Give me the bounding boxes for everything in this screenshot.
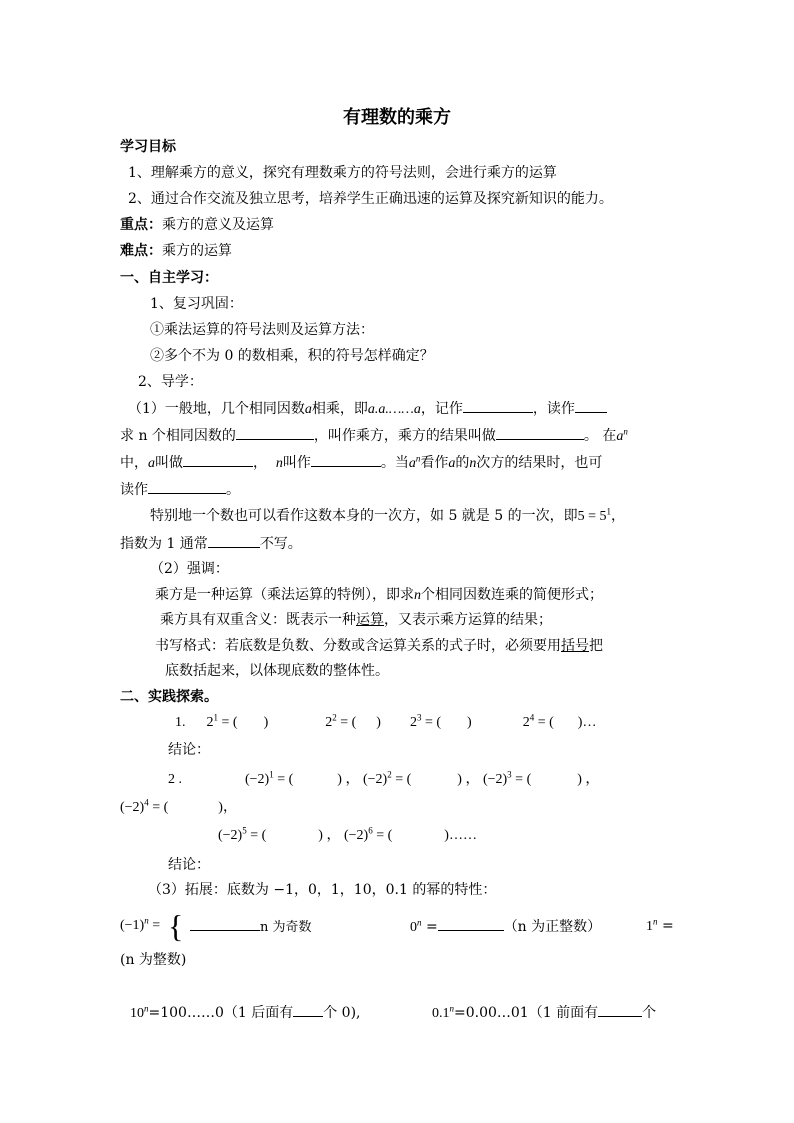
emphasis-4: 底数括起来，以体现底数的整体性。 [165,663,389,679]
symbol-n: n [623,426,628,437]
text-segment: 的 [455,455,470,471]
base: 2 [325,715,333,730]
symbol-a: a [148,456,155,471]
extension-heading: （3）拓展：底数为 −1，0，1，10，0.1 的幂的特性： [148,882,497,898]
equation-open: = ( [537,715,554,730]
superscript: 4 [529,712,535,723]
emphasis-3 [155,636,603,656]
text-segment: 书写格式：若底数是负数、分数或含运算关系的式子时，必须要用 [155,638,561,654]
key-point [120,215,274,235]
fill-blank[interactable] [438,916,504,931]
underlined-term: 括号 [561,638,589,654]
comma: ， [345,772,360,787]
base: (−2) [120,800,145,815]
text-segment: 指数为 1 通常 [120,536,208,552]
text-segment: 。 在 [583,428,617,444]
integer-condition: (n 为整数) [120,952,187,968]
difficulty-point [120,241,232,261]
text-segment: ，记作 [420,401,463,417]
key-label: 重点： [120,217,162,233]
base: 0 [410,920,417,935]
fill-blank[interactable] [311,452,381,467]
fill-blank[interactable] [190,916,260,931]
text-segment: （1）一般地，几个相同因数 [128,401,305,417]
guide-line-1 [128,398,607,420]
fill-blank[interactable] [208,533,260,548]
goals-heading: 学习目标 [120,139,176,155]
base: 2 [409,715,417,730]
zero-power [410,916,601,938]
tenth-power [432,1002,656,1024]
fill-blank[interactable] [463,398,533,413]
underlined-term: 运算 [356,612,384,628]
equation-open: = ( [424,715,442,730]
base: 0.1 [432,1006,450,1021]
base: 2 [522,715,530,730]
base: 2 [206,715,214,730]
equation-close: ) [577,715,583,730]
text-segment: ，叫作乘方，乘方的结果叫做 [313,428,496,444]
symbol-a: a [448,456,456,471]
superscript: 1 [213,712,218,723]
text-segment: ，又表示乘方运算的结果； [384,612,552,628]
text-segment: 不写。 [259,536,302,552]
exercise-2-row-1 [168,770,599,790]
neg-one-power [120,916,160,936]
fill-blank[interactable] [148,479,226,494]
superscript: 1 [606,506,612,517]
exercise-2-row-3 [218,826,477,846]
guide-line-3 [120,452,602,474]
exercise-number: 1. [175,715,186,730]
superscript: 2 [387,769,392,780]
one-power [646,916,674,937]
ellipsis: …… [448,828,477,843]
text-segment: =100……0（1 后面有 [148,1005,294,1021]
base: (−2) [343,828,369,843]
base: 10 [130,1006,144,1021]
goal-1: 1、理解乘方的意义，探究有理数乘方的符号法则，会进行乘方的运算 [128,165,557,181]
emphasis-1 [155,585,603,606]
special-line-1: 特别地一个数也可以看作这数本身的一次方，如 5 就是 5 的一次，即$5 = 5^1$， [150,506,626,524]
base: (−1) [120,918,145,933]
diff-text: 乘方的运算 [162,243,232,259]
emphasis-2 [160,610,552,630]
text-segment: 特别地一个数也可以看作这数本身的一次方，如 5 就是 5 的一次，即 [150,508,578,524]
exercise-1 [175,713,596,733]
symbol-product: a.a.……a [367,402,421,417]
exercise-2-row-2 [120,798,237,818]
base: (−2) [482,772,508,787]
guide-line-2 [120,425,628,447]
equation-open: = ( [395,772,412,787]
equation-open: = ( [152,800,169,815]
text-segment: ，读作 [532,401,575,417]
text-segment: 看作 [420,455,449,471]
superscript: 2 [332,712,337,723]
key-text: 乘方的意义及运算 [162,217,274,233]
equation: 5 = 5 [577,509,607,524]
page-title: 有理数的乘方 [343,107,451,128]
fill-blank[interactable] [598,1002,642,1017]
guide-line-4 [120,479,240,500]
review-heading: 1、复习巩固： [150,296,243,312]
condition-text: n 为奇数 [260,920,312,935]
text-segment: 读作 [120,482,148,498]
text-segment: 乘方具有双重含义：既表示一种 [160,612,356,628]
superscript: 3 [507,769,512,780]
ten-power [130,1002,361,1024]
exercise-number: 2 . [168,772,182,787]
symbol-n: n [415,453,421,464]
superscript: 1 [269,769,274,780]
base: 1 [646,919,653,934]
superscript: 3 [416,712,422,723]
comma: ， [222,800,237,815]
conclusion-1: 结论： [168,742,210,758]
equals: = [661,918,674,934]
special-line-2 [120,533,302,554]
base: (−2) [218,828,243,843]
equation-open: = ( [340,715,357,730]
text-segment: =0.00…01（1 前面有 [454,1005,599,1021]
symbol-n: n [144,915,149,926]
text-segment: 。 [226,482,240,498]
text-segment: 把 [589,638,603,654]
diff-label: 难点： [120,243,162,259]
symbol-n: n [469,456,477,471]
ellipsis: … [582,715,597,730]
text-segment: ， [253,455,267,471]
comma: ， [585,772,600,787]
equation-close: ) [318,828,323,843]
symbol-n: n [144,1003,149,1014]
guide-heading: 2、导学： [138,374,203,390]
section-1-heading: 一、自主学习： [120,270,218,286]
equals: = [152,918,161,933]
equation-open: = ( [376,828,393,843]
symbol-n: n [417,917,422,928]
left-brace-icon: { [168,908,184,944]
equation-open: = ( [221,715,238,730]
equals: = [425,919,438,935]
base: (−2) [362,772,388,787]
symbol-n: n [414,588,421,603]
text-segment: 次方的结果时，也可 [476,455,603,471]
equation-close: ) [444,828,449,843]
equation-open: = ( [250,828,267,843]
comma: ， [326,828,341,843]
superscript: 6 [368,825,373,836]
fill-blank[interactable] [496,425,584,440]
section-2-heading: 二、实践探索。 [120,689,218,705]
text-segment: 叫做 [155,455,183,471]
superscript: 5 [242,825,247,836]
symbol-n: n [653,916,658,927]
text-segment: 相乘，即 [311,401,368,417]
symbol-a: a [408,456,416,471]
superscript: 4 [144,797,149,808]
review-question-1: ①乘法运算的符号法则及运算方法： [150,322,374,338]
comma: ， [465,772,480,787]
goal-2: 2、通过合作交流及独立思考，培养学生正确迅速的运算及探究新知识的能力。 [128,191,613,207]
equation-close: ) [467,715,472,730]
symbol-n: n [275,456,283,471]
condition-text: （n 为正整数） [503,919,602,935]
text-segment: 个相同因数连乘的简便形式； [421,587,603,603]
equation-open: = ( [277,772,294,787]
text-segment: 乘方是一种运算（乘法运算的特例），即求 [155,587,414,603]
text-segment: 个 [642,1005,657,1021]
emphasis-heading: （2）强调： [150,561,229,577]
symbol-a: a [616,429,624,444]
equation-open: = ( [515,772,532,787]
base: (−2) [245,772,270,787]
equation-close: ) [457,772,462,787]
text-segment: 中， [120,455,148,471]
fill-blank[interactable] [183,452,253,467]
fill-blank[interactable] [293,1002,323,1017]
fill-blank[interactable] [575,398,607,413]
text-segment: 个 0), [323,1005,361,1021]
fill-blank[interactable] [236,425,314,440]
symbol-a: a [304,402,312,417]
symbol-n: n [449,1003,454,1014]
equation-close: ) [577,772,582,787]
equation-close: ) [337,772,342,787]
text-segment: 。当 [380,455,409,471]
equation-close: ) [376,715,381,730]
conclusion-2: 结论： [168,857,210,873]
equation-close: ) [263,715,269,730]
text-segment: 求 n 个相同因数的 [120,428,236,444]
odd-case [190,916,312,938]
text-segment: 叫作 [282,455,311,471]
equation-close: ) [218,800,223,815]
review-question-2: ②多个不为 0 的数相乘，积的符号怎样确定？ [150,348,434,364]
